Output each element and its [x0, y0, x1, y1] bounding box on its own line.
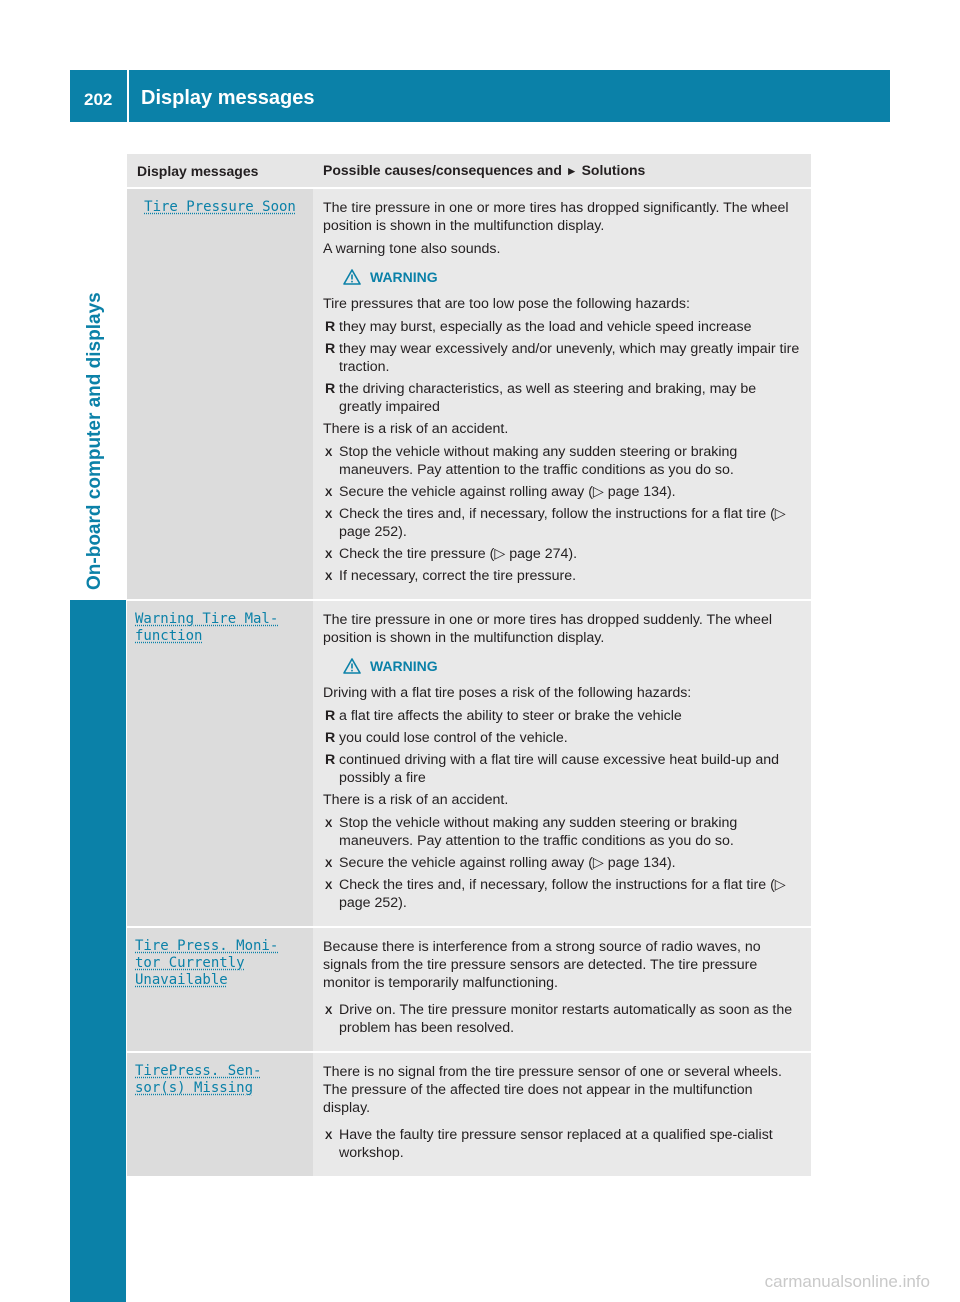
side-tab-block	[70, 600, 126, 1302]
table-row	[127, 601, 811, 928]
arrow-icon: ►	[565, 164, 578, 178]
step-item: X Stop the vehicle without making any sudden steering or braking maneuvers. Pay attention to the traffic conditions as you do so.	[325, 815, 738, 849]
step-arrow-icon: X	[325, 509, 333, 521]
warning-triangle-icon	[343, 269, 361, 285]
bullet-icon: R	[325, 319, 336, 335]
intro-text: The tire pressure in one or more tires has dropped suddenly. The wheel position is shown in the multifunction display.	[323, 612, 772, 646]
list-item: R the driving characteristics, as well as steering and braking, may be greatly impaired	[325, 381, 757, 415]
bullet-icon: R	[325, 708, 336, 724]
step-arrow-icon: X	[325, 549, 333, 561]
warning-triangle-icon	[343, 658, 361, 674]
message-cell	[127, 928, 313, 1051]
list-item: R a flat tire affects the ability to steer or brake the vehicle	[325, 708, 682, 724]
warning-heading	[343, 268, 801, 286]
header-divider	[127, 70, 129, 122]
solution-cell	[313, 601, 811, 926]
display-message: Tire Press. Moni‐ tor Currently Unavailable	[135, 938, 279, 988]
step-item: X Check the tire pressure (▷ page 274).	[325, 546, 578, 562]
display-message: Tire Pressure Soon	[144, 199, 296, 215]
bullet-icon: R	[325, 730, 336, 746]
step-item: X If necessary, correct the tire pressure.	[325, 568, 577, 584]
step-arrow-icon: X	[325, 487, 333, 499]
page-header	[70, 70, 890, 122]
warning-label: WARNING	[370, 658, 438, 674]
hazard-intro: Driving with a flat tire poses a risk of the following hazards:	[323, 685, 692, 701]
step-item: X Have the faulty tire pressure sensor replaced at a qualified spe-cialist workshop.	[325, 1127, 773, 1161]
bullet-icon: R	[325, 752, 336, 768]
column-header-display-messages: Display messages	[137, 162, 259, 179]
page-number: 202	[84, 90, 113, 109]
step-item: X Secure the vehicle against rolling away (▷ page 134).	[325, 855, 676, 871]
solution-cell	[313, 189, 811, 599]
solution-cell	[313, 928, 811, 1051]
list-item: R they may wear excessively and/or unevenly, which may greatly impair tire traction.	[325, 341, 800, 375]
step-item: X Secure the vehicle against rolling away (▷ page 134).	[325, 484, 676, 500]
step-arrow-icon: X	[325, 880, 333, 892]
column-header-suffix: Solutions	[581, 162, 646, 178]
table-row	[127, 928, 811, 1053]
intro-text: The tire pressure in one or more tires has dropped significantly. The wheel position is shown in the multifunction display.	[323, 200, 789, 234]
bullet-icon: R	[325, 381, 336, 397]
message-cell	[127, 1053, 313, 1176]
step-arrow-icon: X	[325, 818, 333, 830]
message-cell	[127, 189, 313, 599]
column-header-causes-solutions	[313, 161, 811, 180]
message-cell	[127, 601, 313, 926]
risk-text: There is a risk of an accident.	[323, 792, 509, 808]
intro-text: Because there is interference from a strong source of radio waves, no signals from the tire pressure sensors are detected. The tire pressure monitor is temporarily malfunctioning.	[323, 939, 761, 991]
list-item: R continued driving with a flat tire will cause excessive heat build-up and possibly a fire	[325, 752, 780, 786]
column-header-prefix: Possible causes/consequences and	[323, 162, 562, 178]
intro-text: There is no signal from the tire pressure sensor of one or several wheels. The pressure of the affected tire does not appear in the multifunction display.	[323, 1064, 782, 1116]
page-title: Display messages	[141, 87, 315, 109]
list-item: R you could lose control of the vehicle.	[325, 730, 568, 746]
table-row	[127, 189, 811, 601]
step-arrow-icon: X	[325, 571, 333, 583]
risk-text: There is a risk of an accident.	[323, 421, 509, 437]
intro-text: A warning tone also sounds.	[323, 241, 501, 257]
watermark: carmanualsonline.info	[764, 1272, 930, 1291]
step-item: X Stop the vehicle without making any sudden steering or braking maneuvers. Pay attention to the traffic conditions as you do so.	[325, 444, 738, 478]
step-item: X Drive on. The tire pressure monitor restarts automatically as soon as the problem has been resolved.	[325, 1002, 793, 1036]
step-arrow-icon: X	[325, 447, 333, 459]
table-row	[127, 1053, 811, 1178]
solution-cell	[313, 1053, 811, 1176]
display-message: Warning Tire Mal‐ function	[135, 611, 279, 644]
step-arrow-icon: X	[325, 858, 333, 870]
side-chapter-label: On-board computer and displays	[84, 292, 105, 590]
step-item: X Check the tires and, if necessary, follow the instructions for a flat tire (▷ page 252).	[325, 506, 786, 540]
table-header	[127, 154, 811, 189]
step-arrow-icon: X	[325, 1130, 333, 1142]
display-messages-table	[127, 154, 811, 1178]
display-message: TirePress. Sen‐ sor(s) Missing	[135, 1063, 262, 1096]
list-item: R they may burst, especially as the load and vehicle speed increase	[325, 319, 752, 335]
warning-heading	[343, 657, 801, 675]
warning-label: WARNING	[370, 269, 438, 285]
step-arrow-icon: X	[325, 1005, 333, 1017]
bullet-icon: R	[325, 341, 336, 357]
step-item: X Check the tires and, if necessary, follow the instructions for a flat tire (▷ page 252).	[325, 877, 786, 911]
hazard-intro: Tire pressures that are too low pose the following hazards:	[323, 296, 690, 312]
